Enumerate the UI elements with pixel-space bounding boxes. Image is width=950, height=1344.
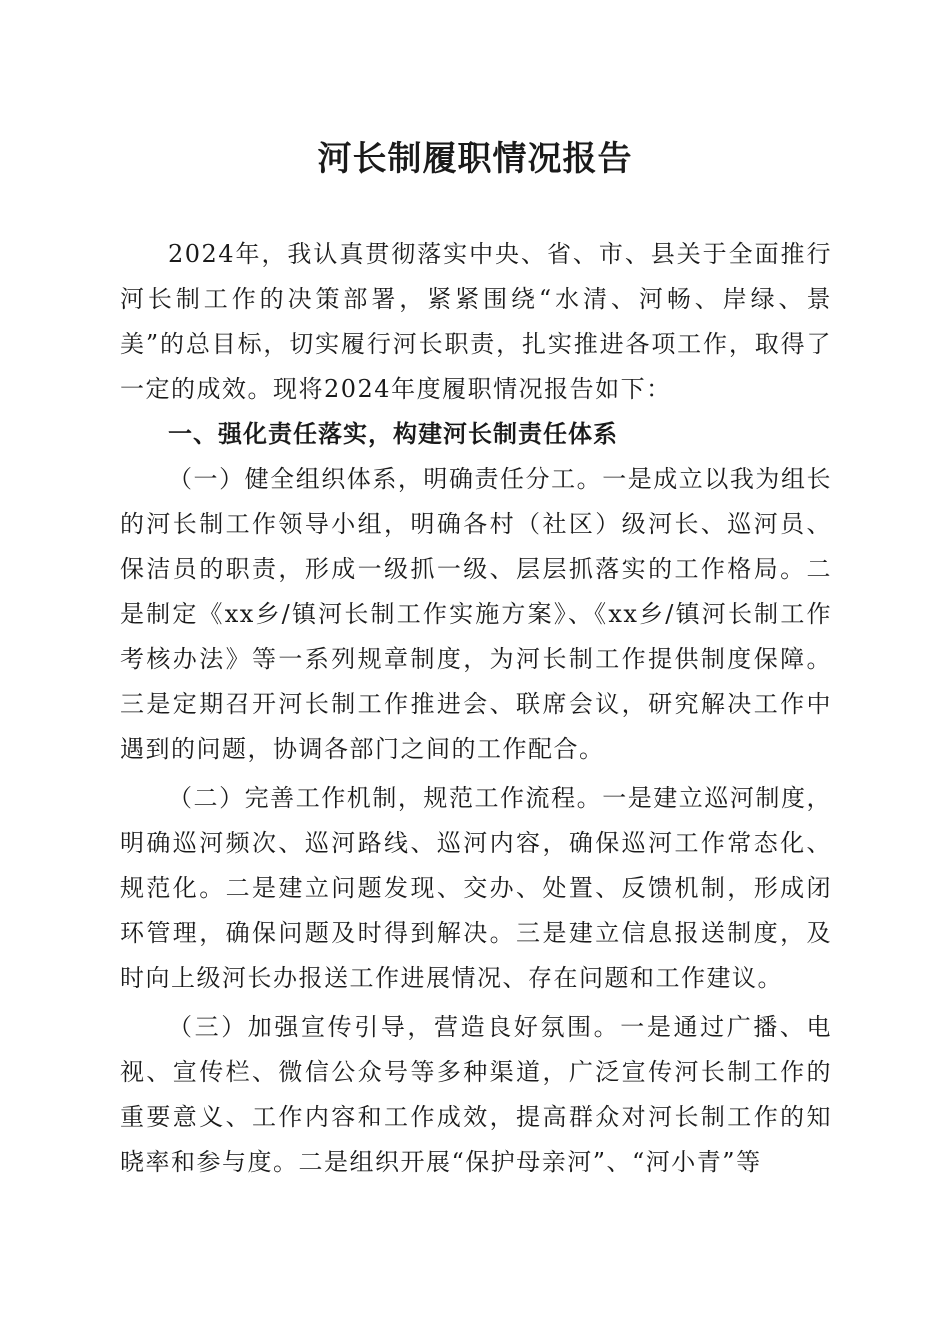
document-body: [120, 232, 832, 1185]
subsection-paragraph-3: [120, 1005, 832, 1185]
document-title: 河长制履职情况报告: [317, 139, 633, 179]
subsection-text-1: 一是成立以我为组长的河长制工作领导小组，明确各村（社区）级河长、巡河员、保洁员的职责，形成一级抓一级、层层抓落实的工作格局。二是制定《xx乡/镇河长制工作实施方案》、《xx乡/镇河长制工作考核办法》等一系列规章制度，为河长制工作提供制度保障。三是定期召开河长制工作推进会、联席会议，研究解决工作中遇到的问题，协调各部门之间的工作配合。: [120, 465, 833, 763]
subsection-paragraph-1: [120, 457, 832, 772]
subsection-lead-3: （三）加强宣传引导，营造良好氛围。: [168, 1013, 621, 1041]
section-heading: 一、强化责任落实，构建河长制责任体系: [168, 420, 618, 448]
subsection-lead-2: （二）完善工作机制，规范工作流程。: [168, 784, 603, 812]
subsection-lead-1: （一）健全组织体系，明确责任分工。: [168, 465, 603, 493]
intro-paragraph: 2024年，我认真贯彻落实中央、省、市、县关于全面推行河长制工作的决策部署，紧紧围绕“水清、河畅、岸绿、景美”的总目标，切实履行河长职责，扎实推进各项工作，取得了一定的成效。现将2024年度履职情况报告如下：: [120, 240, 832, 403]
subsection-text-2: 一是建立巡河制度，明确巡河频次、巡河路线、巡河内容，确保巡河工作常态化、规范化。二是建立问题发现、交办、处置、反馈机制，形成闭环管理，确保问题及时得到解决。三是建立信息报送制度，及时向上级河长办报送工作进展情况、存在问题和工作建议。: [120, 784, 833, 992]
subsection-text-3: 一是通过广播、电视、宣传栏、微信公众号等多种渠道，广泛宣传河长制工作的重要意义、工作内容和工作成效，提高群众对河长制工作的知晓率和参与度。二是组织开展“保护母亲河”、“河小青”等: [120, 1013, 833, 1176]
subsection-paragraph-2: [120, 776, 832, 1001]
